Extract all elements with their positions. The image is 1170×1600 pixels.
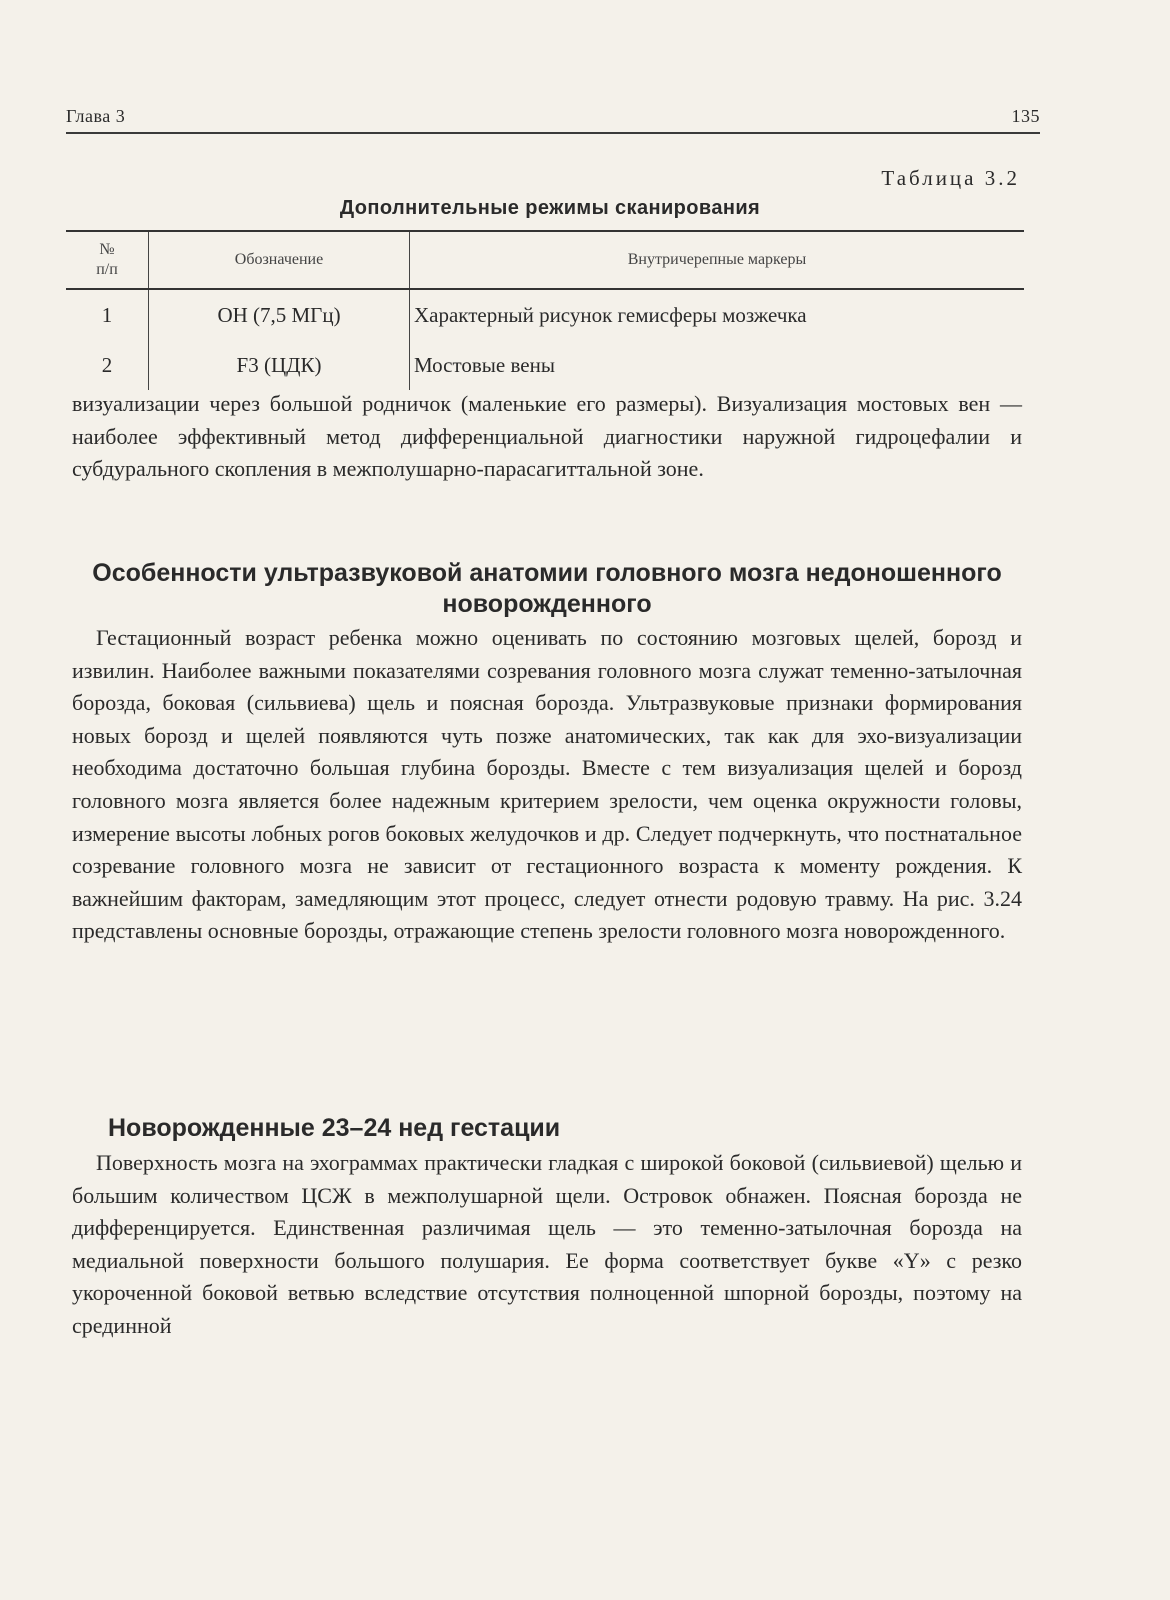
scan-modes-table <box>66 230 1024 390</box>
table-title: Дополнительные режимы сканирования <box>339 197 761 219</box>
header-rule <box>66 132 1040 134</box>
subsection-heading: Новорожденные 23–24 нед гестации <box>108 1114 561 1142</box>
table-label: Таблица 3.2 <box>881 166 1020 190</box>
page-number: 135 <box>1011 106 1040 126</box>
chapter-title: Глава 3 <box>66 106 126 126</box>
column-header-designation: Обозначение <box>149 231 410 289</box>
table-row <box>66 289 1024 340</box>
table-cell-number: 1 <box>66 289 149 340</box>
section-paragraph: Гестационный возраст ребенка можно оценивать по состоянию мозговых щелей, борозд и извилин. Наиболее важными показателями созревания головного мозга служат теменно-затылочная борозда, боковая (сильвиева) щель и поясная борозда. Ультразвуковые признаки формирования новых борозд и щелей появляются чуть позже анатомических, так как для эхо-визуализации необходима достаточно большая глубина борозды. Вместе с тем визуализация щелей и борозд головного мозга является более надежным критерием зрелости, чем оценка окружности головы, измерение высоты лобных рогов боковых желудочков и др. Следует подчеркнуть, что постнатальное созревание головного мозга не зависит от гестационного возраста к моменту рождения. К важнейшим факторам, замедляющим этот процесс, следует отнести родовую травму. На рис. 3.24 представлены основные борозды, отражающие степень зрелости головного мозга новорожденного. <box>72 625 1022 944</box>
table-cell-markers: Характерный рисунок гемисферы мозжечка <box>414 302 807 327</box>
column-header-markers: Внутричерепные маркеры <box>410 231 1025 289</box>
table-cell-designation: F3 (ЦДК) <box>149 340 410 390</box>
table-header-row <box>66 231 1024 289</box>
paragraph-continued: визуализации через большой родничок (маленькие его размеры). Визуализация мостовых вен — наиболее эффективный метод дифференциальной диагностики наружной гидроцефалии и субдурального скопления в межполушарно-парасагиттальной зоне. <box>72 391 1022 482</box>
column-header-number <box>66 231 149 289</box>
table-cell-number: 2 <box>66 340 149 390</box>
column-header-number-text: № п/п <box>96 241 118 278</box>
subsection-paragraph: Поверхность мозга на эхограммах практически гладкая с широкой боковой (сильвиевой) щелью и большим количеством ЦСЖ в межполушарной щели. Островок обнажен. Поясная борозда не дифференцируется. Единственная различимая щель — это теменно-затылочная борозда на медиальной поверхности большого полушария. Ее форма соответствует букве «Y» с резко укороченной боковой ветвью вследствие отсутствия полноценной шпорной борозды, поэтому на срединной <box>72 1150 1022 1338</box>
section-heading: Особенности ультразвуковой анатомии головного мозга недоношенного новорожденного <box>92 559 1002 618</box>
table-cell-designation: ОН (7,5 МГц) <box>149 289 410 340</box>
table-row <box>66 340 1024 390</box>
table-cell-markers: Мостовые вены <box>414 352 555 377</box>
